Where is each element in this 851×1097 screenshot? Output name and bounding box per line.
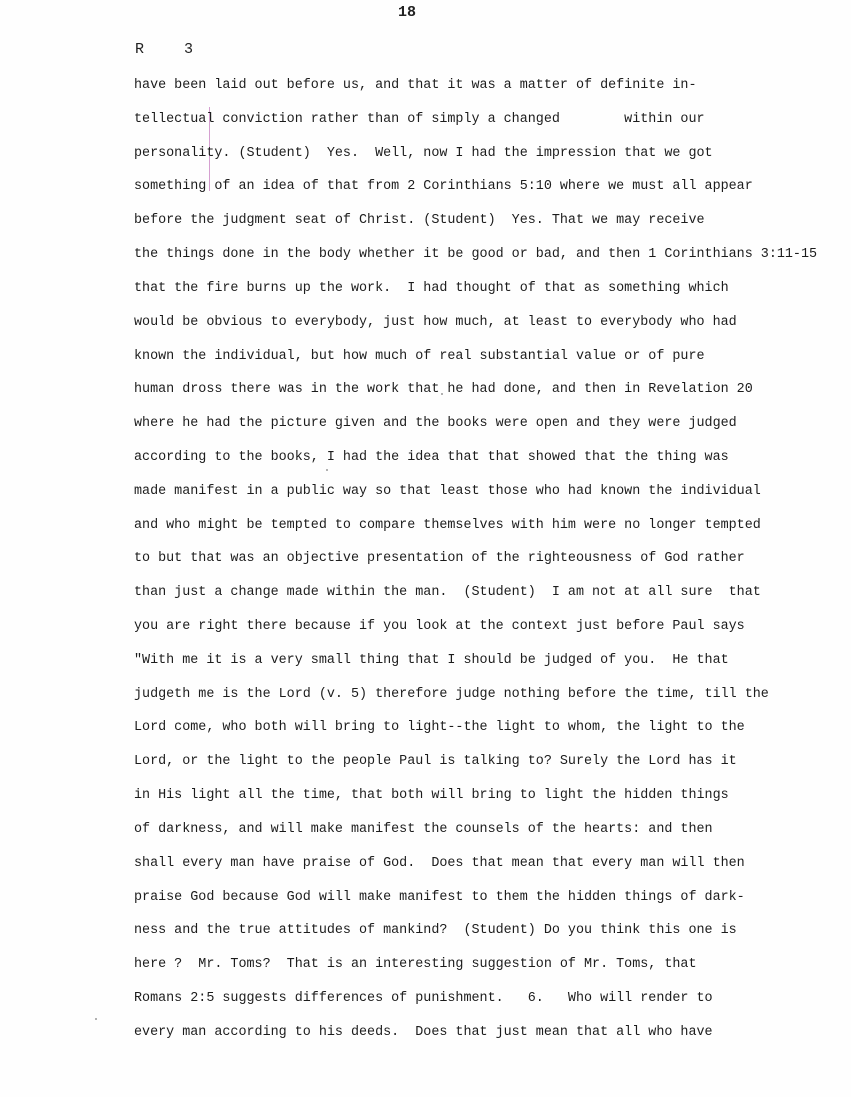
text-line: judgeth me is the Lord (v. 5) therefore judge nothing before the time, till the xyxy=(134,686,769,702)
text-line: praise God because God will make manifest to them the hidden things of dark- xyxy=(134,889,745,905)
text-line: Romans 2:5 suggests differences of punishment. 6. Who will render to xyxy=(134,990,713,1006)
text-line: have been laid out before us, and that it was a matter of definite in- xyxy=(134,78,697,93)
text-line: known the individual, but how much of real substantial value or of pure xyxy=(134,348,705,364)
reference-letter: R xyxy=(135,41,145,58)
text-line: tellectual conviction rather than of simply a changed within our xyxy=(134,111,705,127)
text-line: ness and the true attitudes of mankind? (Student) Do you think this one is xyxy=(134,923,737,939)
text-line: than just a change made within the man. (Student) I am not at all sure that xyxy=(134,585,761,601)
text-line: you are right there because if you look at the context just before Paul says xyxy=(134,619,745,634)
body-text xyxy=(134,74,846,1055)
text-line: human dross there was in the work that he had done, and then in Revelation 20 xyxy=(134,382,753,398)
text-line: the things done in the body whether it be good or bad, and then 1 Corinthians 3:11-15 xyxy=(134,247,818,263)
text-line: here ? Mr. Toms? That is an interesting suggestion of Mr. Toms, that xyxy=(134,957,697,973)
text-line: shall every man have praise of God. Does that mean that every man will then xyxy=(134,855,745,871)
text-line: every man according to his deeds. Does that just mean that all who have xyxy=(134,1024,713,1040)
text-line: where he had the picture given and the books were open and they were judged xyxy=(134,416,737,432)
text-line: something of an idea of that from 2 Corinthians 5:10 where we must all appear xyxy=(134,179,753,195)
text-line: personality. (Student) Yes. Well, now I had the impression that we got xyxy=(134,145,713,161)
text-line: Lord come, who both will bring to light--the light to whom, the light to the xyxy=(134,720,745,736)
text-line: in His light all the time, that both will bring to light the hidden things xyxy=(134,788,729,804)
text-line: Lord, or the light to the people Paul is talking to? Surely the Lord has it xyxy=(134,754,737,770)
text-line: according to the books, I had the idea that that showed that the thing was xyxy=(134,449,729,465)
text-line: "With me it is a very small thing that I should be judged of you. He that xyxy=(134,652,729,668)
page-number: 18 xyxy=(398,4,417,21)
reference-number: 3 xyxy=(184,41,194,58)
text-line: of darkness, and will make manifest the counsels of the hearts: and then xyxy=(134,821,713,837)
text-line: made manifest in a public way so that least those who had known the individual xyxy=(134,483,761,499)
text-line: would be obvious to everybody, just how much, at least to everybody who had xyxy=(134,314,737,330)
text-line: to but that was an objective presentation of the righteousness of God rather xyxy=(134,551,745,567)
reference-label xyxy=(135,41,194,58)
text-line: and who might be tempted to compare themselves with him were no longer tempted xyxy=(134,517,761,533)
paper-speck xyxy=(95,1018,97,1020)
text-line: that the fire burns up the work. I had thought of that as something which xyxy=(134,280,729,296)
text-line: before the judgment seat of Christ. (Student) Yes. That we may receive xyxy=(134,213,705,229)
